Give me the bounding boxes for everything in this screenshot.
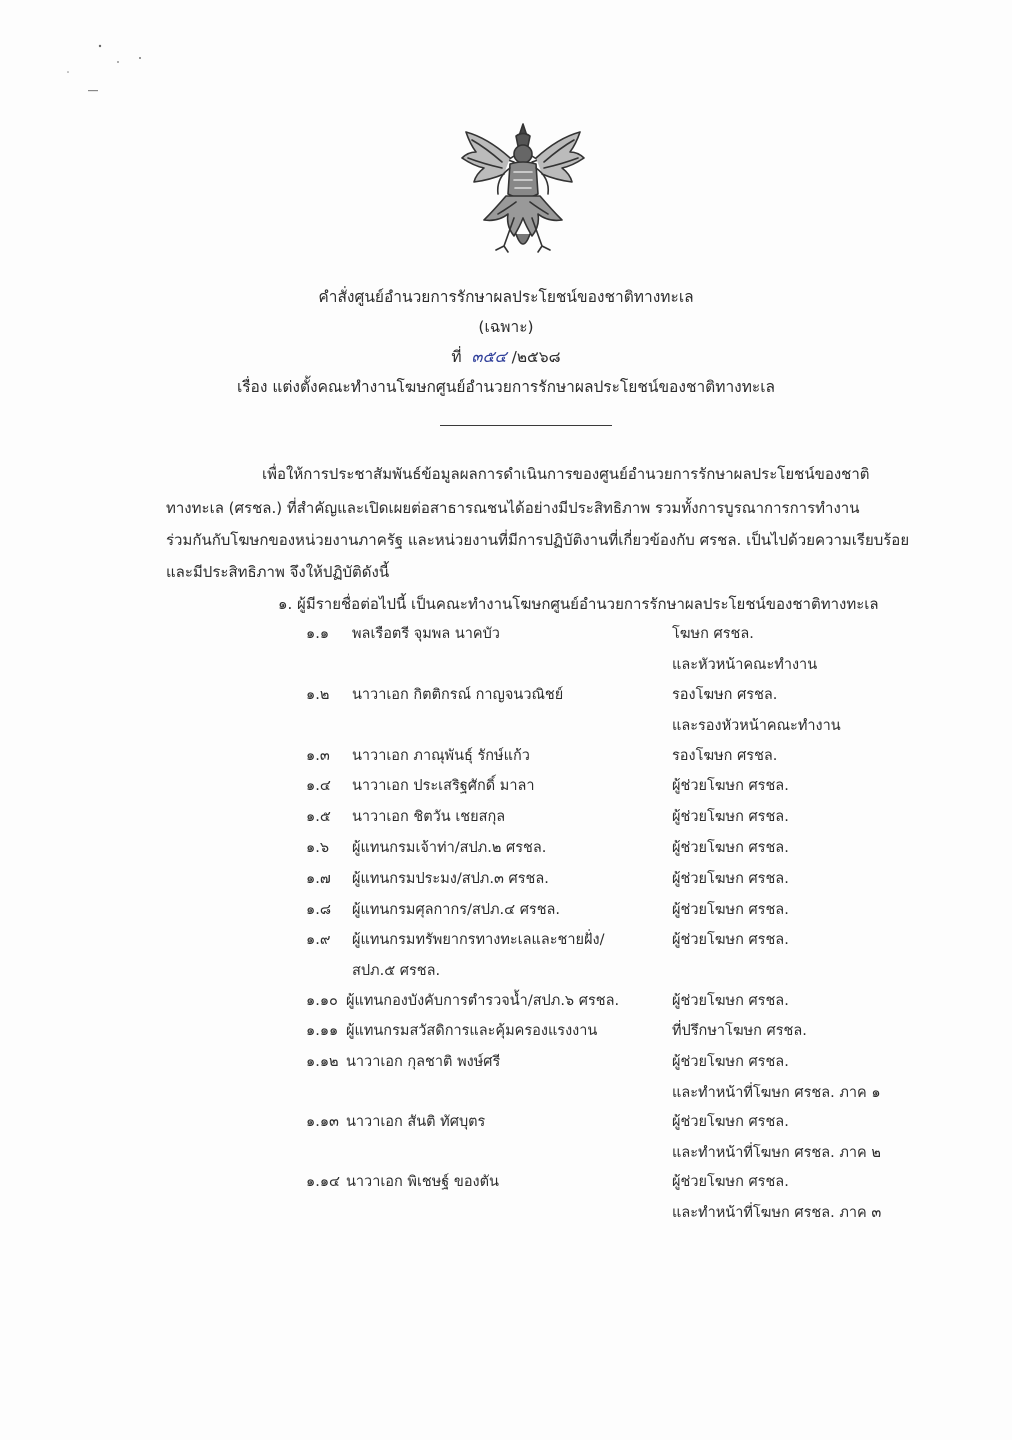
member-number: ๑.๘: [306, 902, 331, 918]
member-name: นาวาเอก สันติ ทัศบุตร: [346, 1114, 486, 1130]
member-name: ผู้แทนกรมเจ้าท่า/สปภ.๒ ศรชล.: [352, 840, 547, 856]
member-name: ผู้แทนกองบังคับการตำรวจน้ำ/สปภ.๖ ศรชล.: [346, 993, 620, 1009]
order-number: [0, 344, 1012, 370]
member-role-extra: และทำหน้าที่โฆษก ศรชล. ภาค ๓: [672, 1205, 882, 1221]
member-role: ผู้ช่วยโฆษก ศรชล.: [672, 902, 789, 918]
member-number: ๑.๑๔: [306, 1174, 340, 1190]
scan-specks: [60, 40, 160, 100]
clause-1: ๑. ผู้มีรายชื่อต่อไปนี้ เป็นคณะทำงานโฆษกศูนย์อำนวยการรักษาผลประโยชน์ของชาติทางทะเล: [278, 595, 879, 613]
member-role-extra: และทำหน้าที่โฆษก ศรชล. ภาค ๑: [672, 1085, 881, 1101]
member-role: ผู้ช่วยโฆษก ศรชล.: [672, 932, 789, 948]
paragraph-line-3: ร่วมกันกับโฆษกของหน่วยงานภาครัฐ และหน่วยงานที่มีการปฏิบัติงานที่เกี่ยวข้องกับ ศรชล. เป็นไปด้วยความเรียบร้อย: [166, 531, 910, 549]
member-name: นาวาเอก พิเชษฐ์ ของตัน: [346, 1174, 499, 1190]
order-number-handwritten: ๓๕๔: [471, 347, 507, 366]
order-number-year: /๒๕๖๘: [511, 348, 561, 366]
member-role: ผู้ช่วยโฆษก ศรชล.: [672, 1054, 789, 1070]
member-name: นาวาเอก ประเสริฐศักดิ์ มาลา: [352, 778, 535, 794]
paragraph-line-4: และมีประสิทธิภาพ จึงให้ปฏิบัติดังนี้: [166, 563, 390, 581]
member-role: รองโฆษก ศรชล.: [672, 748, 778, 764]
member-name: ผู้แทนกรมทรัพยากรทางทะเลและชายฝั่ง/: [352, 932, 605, 948]
member-role: ผู้ช่วยโฆษก ศรชล.: [672, 1174, 789, 1190]
member-number: ๑.๕: [306, 809, 331, 825]
member-name: นาวาเอก กุลชาติ พงษ์ศรี: [346, 1054, 501, 1070]
member-number: ๑.๒: [306, 687, 330, 703]
member-name-continued: สปภ.๕ ศรชล.: [352, 963, 441, 979]
member-role: ผู้ช่วยโฆษก ศรชล.: [672, 778, 789, 794]
member-number: ๑.๖: [306, 840, 330, 856]
member-number: ๑.๑๑: [306, 1023, 339, 1039]
member-role: ผู้ช่วยโฆษก ศรชล.: [672, 1114, 789, 1130]
garuda-emblem-icon: [458, 118, 588, 258]
member-role: ผู้ช่วยโฆษก ศรชล.: [672, 871, 789, 887]
member-number: ๑.๑: [306, 626, 330, 642]
member-name: นาวาเอก ชิตวัน เชยสกุล: [352, 809, 506, 825]
member-name: พลเรือตรี จุมพล นาคบัว: [352, 626, 500, 642]
order-org-title: คำสั่งศูนย์อำนวยการรักษาผลประโยชน์ของชาติทางทะเล: [318, 288, 694, 306]
member-name: นาวาเอก ภาณุพันธุ์ รักษ์แก้ว: [352, 748, 530, 764]
member-name: ผู้แทนกรมศุลกากร/สปภ.๔ ศรชล.: [352, 902, 561, 918]
member-number: ๑.๑๐: [306, 993, 338, 1009]
member-name: ผู้แทนกรมสวัสดิการและคุ้มครองแรงงาน: [346, 1023, 598, 1039]
member-number: ๑.๔: [306, 778, 331, 794]
member-role: ผู้ช่วยโฆษก ศรชล.: [672, 840, 789, 856]
member-number: ๑.๙: [306, 932, 331, 948]
member-role: ผู้ช่วยโฆษก ศรชล.: [672, 809, 789, 825]
member-role: โฆษก ศรชล.: [672, 626, 754, 642]
title-divider: [440, 425, 612, 426]
member-role: รองโฆษก ศรชล.: [672, 687, 778, 703]
order-number-prefix: ที่: [451, 348, 462, 366]
member-number: ๑.๓: [306, 748, 330, 764]
member-role-extra: และหัวหน้าคณะทำงาน: [672, 657, 818, 673]
order-subject: เรื่อง แต่งตั้งคณะทำงานโฆษกศูนย์อำนวยการรักษาผลประโยชน์ของชาติทางทะเล: [236, 378, 776, 396]
member-role: ผู้ช่วยโฆษก ศรชล.: [672, 993, 789, 1009]
order-classification: (เฉพาะ): [478, 318, 534, 336]
paragraph-line-1: เพื่อให้การประชาสัมพันธ์ข้อมูลผลการดำเนินการของศูนย์อำนวยการรักษาผลประโยชน์ของชาติ: [262, 465, 870, 483]
member-number: ๑.๑๓: [306, 1114, 339, 1130]
member-number: ๑.๑๒: [306, 1054, 339, 1070]
member-name: นาวาเอก กิตติกรณ์ กาญจนวณิชย์: [352, 687, 564, 703]
member-number: ๑.๗: [306, 871, 331, 887]
member-role-extra: และรองหัวหน้าคณะทำงาน: [672, 718, 841, 734]
member-role: ที่ปรึกษาโฆษก ศรชล.: [672, 1023, 807, 1039]
member-name: ผู้แทนกรมประมง/สปภ.๓ ศรชล.: [352, 871, 549, 887]
paragraph-line-2: ทางทะเล (ศรชล.) ที่สำคัญและเปิดเผยต่อสาธารณชนได้อย่างมีประสิทธิภาพ รวมทั้งการบูรณาการการทำงาน: [166, 499, 860, 517]
member-role-extra: และทำหน้าที่โฆษก ศรชล. ภาค ๒: [672, 1145, 881, 1161]
